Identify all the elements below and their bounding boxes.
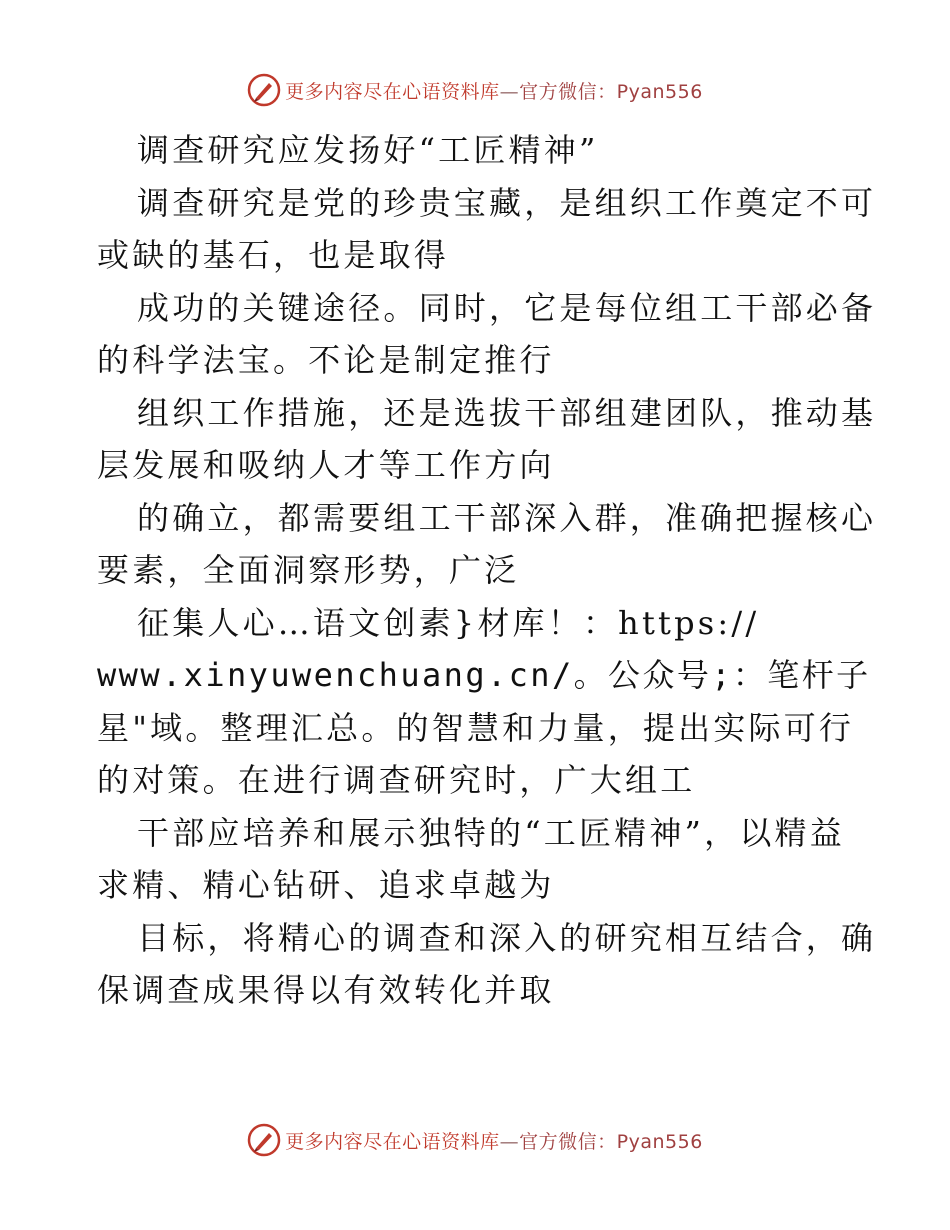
url-line: www.xinyuwenchuang.cn/。公众号;：笔杆子 bbox=[97, 656, 871, 694]
paragraph-line: 的确立，都需要组工干部深入群，准确把握核心 bbox=[137, 498, 877, 537]
paragraph-line: 层发展和吸纳人才等工作方向 bbox=[97, 446, 555, 484]
paragraph-line: 干部应培养和展示独特的“工匠精神”，以精益 bbox=[137, 813, 845, 852]
header-banner-text: 更多内容尽在心语资料库—官方微信：Pyan556 bbox=[285, 80, 703, 103]
paragraph-line: 要素，全面洞察形势，广泛 bbox=[97, 551, 520, 589]
header-banner bbox=[0, 70, 950, 110]
paragraph-line: 成功的关键途径。同时，它是每位组工干部必备 bbox=[137, 288, 877, 327]
paragraph-line: 征集人心…语文创素}材库！：https:// bbox=[137, 603, 760, 642]
footer-banner-text: 更多内容尽在心语资料库—官方微信：Pyan556 bbox=[285, 1130, 703, 1153]
paragraph-line: 目标，将精心的调查和深入的研究相互结合，确 bbox=[137, 918, 877, 957]
document-body bbox=[97, 124, 877, 1017]
paragraph-line: 求精、精心钻研、追求卓越为 bbox=[97, 866, 555, 904]
paragraph-line: 或缺的基石，也是取得 bbox=[97, 236, 450, 274]
paragraph-line: 保调查成果得以有效转化并取 bbox=[97, 971, 555, 1009]
paragraph-line: 星"域。整理汇总。的智慧和力量，提出实际可行 bbox=[97, 708, 855, 747]
paragraph-line: 调查研究是党的珍贵宝藏，是组织工作奠定不可 bbox=[137, 183, 877, 222]
pen-logo-icon bbox=[247, 1123, 281, 1157]
paragraph-line: 的对策。在进行调查研究时，广大组工 bbox=[97, 761, 696, 799]
document-title: 调查研究应发扬好“工匠精神” bbox=[137, 131, 599, 169]
footer-banner bbox=[0, 1120, 950, 1160]
pen-logo-icon bbox=[247, 73, 281, 107]
paragraph-line: 的科学法宝。不论是制定推行 bbox=[97, 341, 555, 379]
paragraph-line: 组织工作措施，还是选拔干部组建团队，推动基 bbox=[137, 393, 877, 432]
